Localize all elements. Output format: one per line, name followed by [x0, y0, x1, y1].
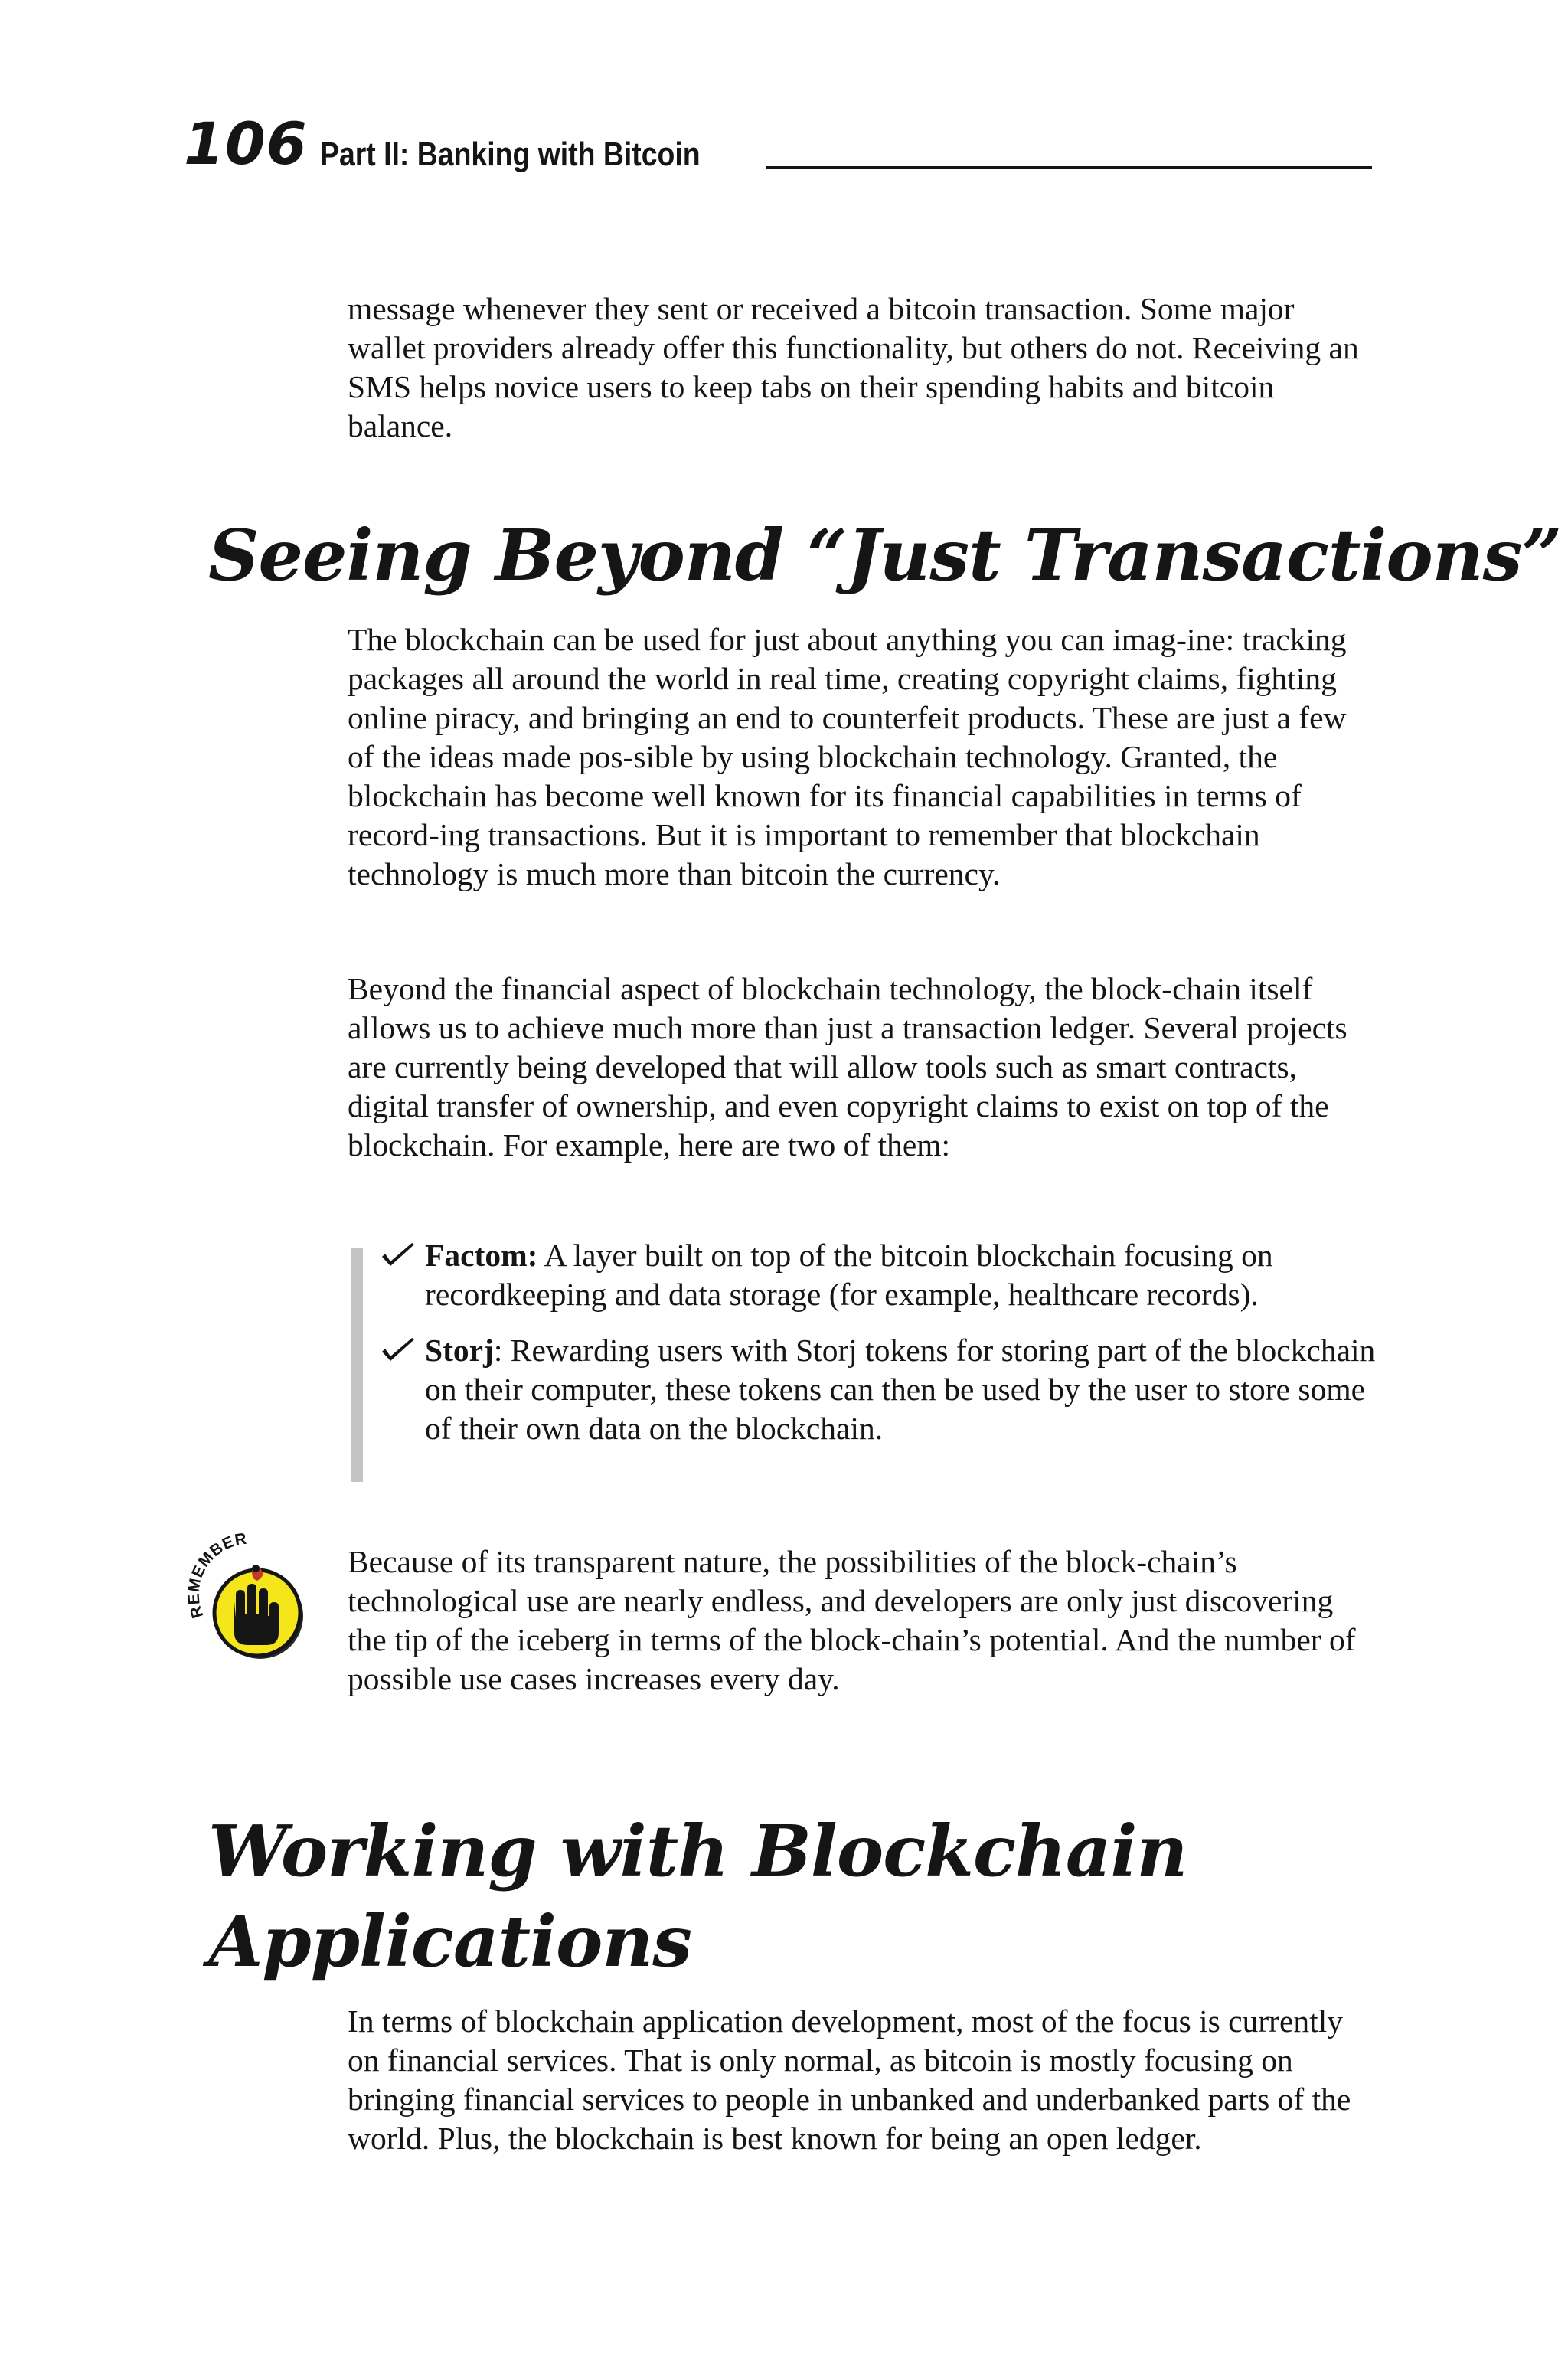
- page-number: 106: [184, 110, 308, 178]
- running-head: Part II: Banking with Bitcoin: [320, 136, 701, 173]
- remember-icon: [181, 1526, 318, 1663]
- bullet-text-factom: A layer built on top of the bitcoin blockchain focusing on recordkeeping and data storage (for example, healthcare records).: [425, 1238, 1273, 1312]
- bullet-term-factom: Factom:: [425, 1238, 538, 1273]
- checkmark-icon: [381, 1338, 416, 1362]
- bullet-list: [381, 1236, 1383, 1448]
- section2-paragraph1-block: [348, 2002, 1377, 2158]
- remember-paragraph-block: [348, 1542, 1377, 1699]
- bullet-term-storj: Storj: [425, 1333, 494, 1368]
- section-heading-seeing-beyond: Seeing Beyond “Just Transactions”: [208, 514, 1562, 597]
- section2-heading-line2: Applications: [208, 1900, 692, 1983]
- bullet-list-sidebar: [351, 1248, 363, 1482]
- section1-paragraph-2: Beyond the financial aspect of blockchain technology, the block-chain itself allows us to achieve much more than just a transaction ledger. Several projects are currently being developed that will allow tools such as smart contracts, digital transfer of ownership, and even copyright claims to exist on top of the blockchain. For example, here are two of them:: [348, 971, 1348, 1163]
- remember-icon-label: REMEMBER: [185, 1529, 249, 1621]
- intro-paragraph: message whenever they sent or received a bitcoin transaction. Some major wallet providers already offer this functionality, but others do not. Receiving an SMS helps novice users to keep tabs on their spending habits and bitcoin balance.: [348, 291, 1359, 443]
- section2-paragraph-1: In terms of blockchain application development, most of the focus is currently on financial services. That is only normal, as bitcoin is mostly focusing on bringing financial services to people in unbanked and underbanked parts of the world. Plus, the blockchain is best known for being an open ledger.: [348, 2003, 1351, 2156]
- section1-paragraph1-block: [348, 620, 1377, 894]
- section1-paragraph-1: The blockchain can be used for just about anything you can imag-ine: tracking packages all around the world in real time, creating copyright claims, fighting online piracy, and bringing an end to counterfeit products. These are just a few of the ideas made pos-sible by using blockchain technology. Granted, the blockchain has become well known for its financial capabilities in terms of record-ing transactions. But it is important to remember that blockchain technology is much more than bitcoin the currency.: [348, 622, 1347, 891]
- bullet-item-storj: [381, 1331, 1383, 1448]
- bullet-text-storj: : Rewarding users with Storj tokens for storing part of the blockchain on their computer, these tokens can then be used by the user to store some of their own data on the blockchain.: [425, 1333, 1376, 1446]
- section2-heading-line1: Working with Blockchain: [208, 1810, 1187, 1892]
- header-rule: [766, 166, 1372, 169]
- section1-paragraph2-block: [348, 970, 1377, 1165]
- remember-paragraph: Because of its transparent nature, the possibilities of the block-chain’s technological use are nearly endless, and developers are only just discovering the tip of the iceberg in terms of the block-chain’s potential. And the number of possible use cases increases every day.: [348, 1544, 1356, 1696]
- bullet-item-factom: [381, 1236, 1383, 1314]
- intro-paragraph-block: [348, 289, 1377, 446]
- section-heading-working-with-blockchain: [208, 1806, 1187, 1987]
- checkmark-icon: [381, 1243, 416, 1267]
